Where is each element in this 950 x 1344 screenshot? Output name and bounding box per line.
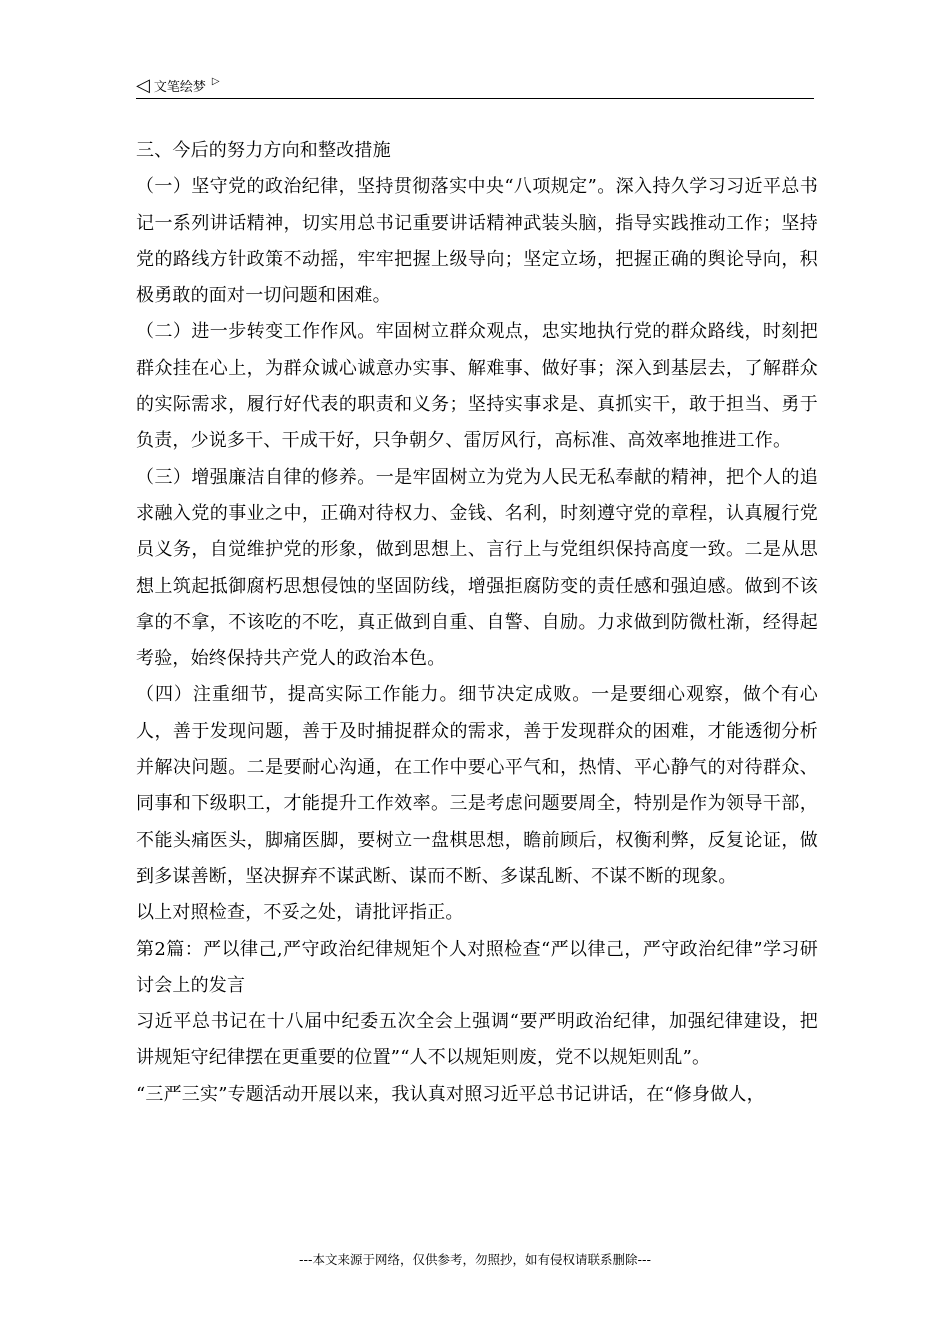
paragraph: 以上对照检查，不妥之处，请批评指正。	[136, 902, 464, 924]
document-body	[136, 133, 818, 1113]
brand	[136, 76, 220, 95]
triangle-left-outline-icon: ◁	[136, 74, 150, 96]
paragraph: 习近平总书记在十八届中纪委五次全会上强调“要严明政治纪律，加强纪律建设，把讲规矩守纪律摆在更重要的位置”“人不以规矩则废，党不以规矩则乱”。	[136, 1011, 818, 1069]
brand-name: 文笔绘梦	[153, 80, 206, 95]
paragraph: （四）注重细节，提高实际工作能力。细节决定成败。一是要细心观察，做个有心人，善于发现问题，善于及时捕捉群众的需求，善于发现群众的困难，才能透彻分析并解决问题。二是要耐心沟通，在工作中要心平气和，热情、平心静气的对待群众、同事和下级职工，才能提升工作效率。三是考虑问题要周全，特别是作为领导干部，不能头痛医头，脚痛医脚，要树立一盘棋思想，瞻前顾后，权衡利弊，反复论证，做到多谋善断，坚决摒弃不谋武断、谋而不断、多谋乱断、不谋不断的现象。	[136, 684, 818, 887]
triangle-right-outline-icon: ▷	[211, 76, 220, 87]
paragraph: “三严三实”专题活动开展以来，我认真对照习近平总书记讲话，在“修身做人，	[136, 1083, 765, 1105]
paragraph: （三）增强廉洁自律的修养。一是牢固树立为党为人民无私奉献的精神，把个人的追求融入党的事业之中，正确对待权力、金钱、名利，时刻遵守党的章程，认真履行党员义务，自觉维护党的形象，做到思想上、言行上与党组织保持高度一致。二是从思想上筑起抵御腐朽思想侵蚀的坚固防线，增强拒腐防变的责任感和强迫感。做到不该拿的不拿，不该吃的不吃，真正做到自重、自警、自励。力求做到防微杜渐，经得起考验，始终保持共产党人的政治本色。	[136, 466, 818, 670]
page-footer-disclaimer: ---本文来源于网络，仅供参考，勿照抄，如有侵权请联系删除---	[298, 1252, 652, 1267]
article-title: 第2篇：严以律己,严守政治纪律规矩个人对照检查“严以律己，严守政治纪律”学习研讨会上的发言	[136, 938, 818, 996]
page-header	[136, 72, 814, 99]
section-heading: 三、今后的努力方向和整改措施	[136, 140, 391, 161]
paragraph: （一）坚守党的政治纪律，坚持贯彻落实中央“八项规定”。深入持久学习习近平总书记一系列讲话精神，切实用总书记重要讲话精神武装头脑，指导实践推动工作；坚持党的路线方针政策不动摇，牢牢把握上级导向；坚定立场，把握正确的舆论导向，积极勇敢的面对一切问题和困难。	[136, 176, 818, 307]
paragraph: （二）进一步转变工作作风。牢固树立群众观点，忠实地执行党的群众路线，时刻把群众挂在心上，为群众诚心诚意办实事、解难事、做好事；深入到基层去，了解群众的实际需求，履行好代表的职责和义务；坚持实事求是、真抓实干，敢于担当、勇于负责，少说多干、干成干好，只争朝夕、雷厉风行，高标准、高效率地推进工作。	[136, 321, 818, 452]
